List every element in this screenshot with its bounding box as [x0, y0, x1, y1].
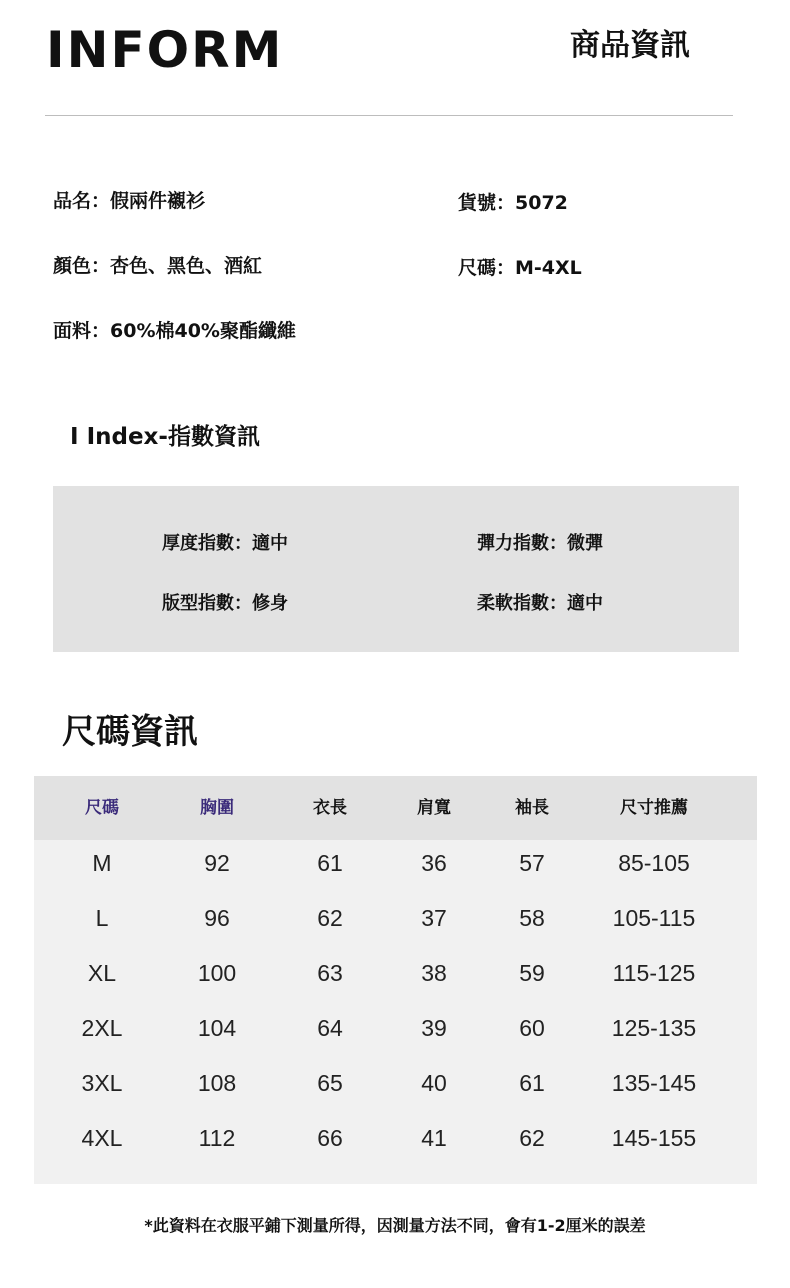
cell-chest: 92 — [204, 850, 230, 876]
table-row — [34, 1067, 757, 1122]
cell-shoulder: 41 — [421, 1125, 447, 1151]
cell-recommend: 125-135 — [611, 1015, 697, 1041]
product-item-no: 貨號：5072 — [458, 192, 568, 214]
cell-shoulder: 38 — [421, 960, 447, 986]
cell-size: 2XL — [81, 1015, 123, 1041]
index-elasticity: 彈力指數：微彈 — [477, 533, 603, 554]
cell-recommend: 115-125 — [612, 960, 696, 986]
cell-sleeve: 61 — [519, 1070, 545, 1096]
cell-recommend: 135-145 — [611, 1070, 697, 1096]
index-thickness: 厚度指數：適中 — [162, 533, 288, 554]
cell-sleeve: 59 — [519, 960, 545, 986]
cell-sleeve: 58 — [519, 905, 545, 931]
cell-size: 3XL — [81, 1070, 123, 1096]
measurement-note: *此資料在衣服平鋪下測量所得，因測量方法不同，會有1-2厘米的誤差 — [144, 1216, 646, 1235]
cell-chest: 96 — [204, 905, 230, 931]
cell-length: 64 — [317, 1015, 343, 1041]
table-row — [34, 847, 757, 902]
index-fit: 版型指數：修身 — [162, 593, 288, 614]
cell-sleeve: 60 — [519, 1015, 545, 1041]
table-row — [34, 1122, 757, 1177]
cell-shoulder: 36 — [421, 850, 447, 876]
header-length: 衣長 — [313, 798, 347, 818]
product-name: 品名：假兩件襯衫 — [53, 190, 206, 212]
cell-recommend: 85-105 — [618, 850, 690, 876]
cell-length: 62 — [317, 905, 343, 931]
table-row — [34, 957, 757, 1012]
cell-chest: 112 — [198, 1125, 236, 1151]
index-panel — [53, 486, 739, 652]
header-size: 尺碼 — [85, 798, 119, 818]
index-softness: 柔軟指數：適中 — [477, 593, 603, 614]
cell-length: 63 — [317, 960, 343, 986]
size-section-title: 尺碼資訊 — [62, 712, 198, 752]
section-title: 商品資訊 — [570, 28, 690, 63]
cell-size: M — [92, 850, 112, 876]
cell-sleeve: 57 — [519, 850, 545, 876]
product-colors: 顏色：杏色、黑色、酒紅 — [53, 255, 263, 277]
header-chest: 胸圍 — [200, 798, 234, 818]
cell-chest: 108 — [197, 1070, 237, 1096]
header-shoulder: 肩寬 — [417, 798, 451, 818]
table-row — [34, 902, 757, 957]
cell-shoulder: 37 — [421, 905, 447, 931]
cell-size: 4XL — [81, 1125, 123, 1151]
cell-size: L — [95, 905, 109, 931]
cell-length: 66 — [317, 1125, 343, 1151]
cell-shoulder: 39 — [421, 1015, 447, 1041]
cell-recommend: 145-155 — [611, 1125, 697, 1151]
cell-chest: 100 — [197, 960, 237, 986]
table-header — [34, 776, 757, 840]
product-sizes: 尺碼：M-4XL — [458, 257, 582, 279]
cell-shoulder: 40 — [421, 1070, 447, 1096]
cell-sleeve: 62 — [519, 1125, 545, 1151]
product-fabric: 面料：60%棉40%聚酯纖維 — [53, 320, 296, 342]
size-table — [34, 776, 757, 1184]
cell-size: XL — [87, 960, 117, 986]
cell-chest: 104 — [197, 1015, 237, 1041]
cell-length: 65 — [317, 1070, 343, 1096]
cell-length: 61 — [317, 850, 343, 876]
index-title: I Index-指數資訊 — [70, 424, 260, 450]
header-sleeve: 袖長 — [515, 798, 549, 818]
brand-logo: INFORM — [46, 21, 284, 79]
divider — [45, 115, 733, 116]
table-row — [34, 1012, 757, 1067]
header-recommend: 尺寸推薦 — [620, 798, 688, 818]
cell-recommend: 105-115 — [612, 905, 696, 931]
